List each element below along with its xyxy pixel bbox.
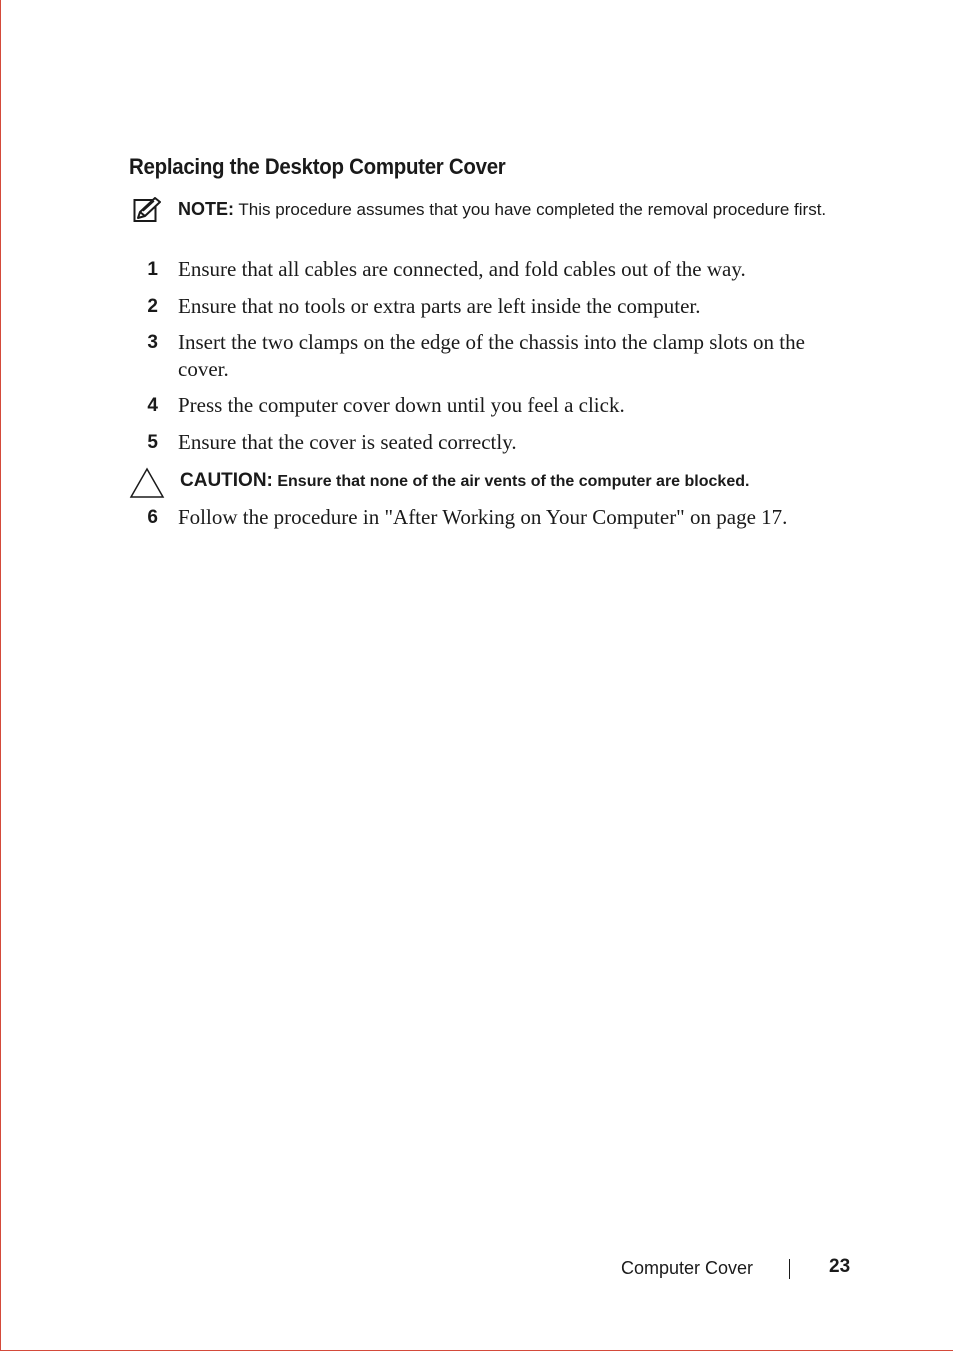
footer-page-number: 23 bbox=[829, 1256, 851, 1277]
step-text: Press the computer cover down until you feel a click. bbox=[178, 393, 625, 417]
section-title: Replacing the Desktop Computer Cover bbox=[129, 154, 506, 179]
step-number: 3 bbox=[147, 332, 158, 353]
caution-text: Ensure that none of the air vents of the computer are blocked. bbox=[277, 473, 750, 490]
caution-block bbox=[180, 467, 880, 496]
step-text: Ensure that no tools or extra parts are left inside the computer. bbox=[178, 294, 701, 318]
step-text: Ensure that the cover is seated correctly. bbox=[178, 430, 517, 454]
step-number: 5 bbox=[147, 432, 158, 453]
caution-triangle-icon bbox=[129, 467, 165, 499]
note-label: NOTE: bbox=[178, 199, 234, 219]
step-text: Follow the procedure in "After Working on Your Computer" on page 17. bbox=[178, 505, 788, 529]
note-block bbox=[178, 197, 858, 222]
footer-divider bbox=[789, 1259, 790, 1279]
step-text: Insert the two clamps on the edge of the chassis into the clamp slots on the cover. bbox=[178, 330, 805, 381]
pencil-note-icon bbox=[133, 197, 161, 223]
step-number: 4 bbox=[147, 395, 158, 416]
step-number: 1 bbox=[147, 259, 158, 280]
step-number: 6 bbox=[147, 507, 158, 528]
caution-label: CAUTION: bbox=[180, 470, 273, 491]
step-text: Ensure that all cables are connected, and fold cables out of the way. bbox=[178, 257, 746, 281]
footer-section-name: Computer Cover bbox=[621, 1258, 754, 1278]
note-text: This procedure assumes that you have completed the removal procedure first. bbox=[238, 200, 827, 219]
step-number: 2 bbox=[147, 296, 158, 317]
